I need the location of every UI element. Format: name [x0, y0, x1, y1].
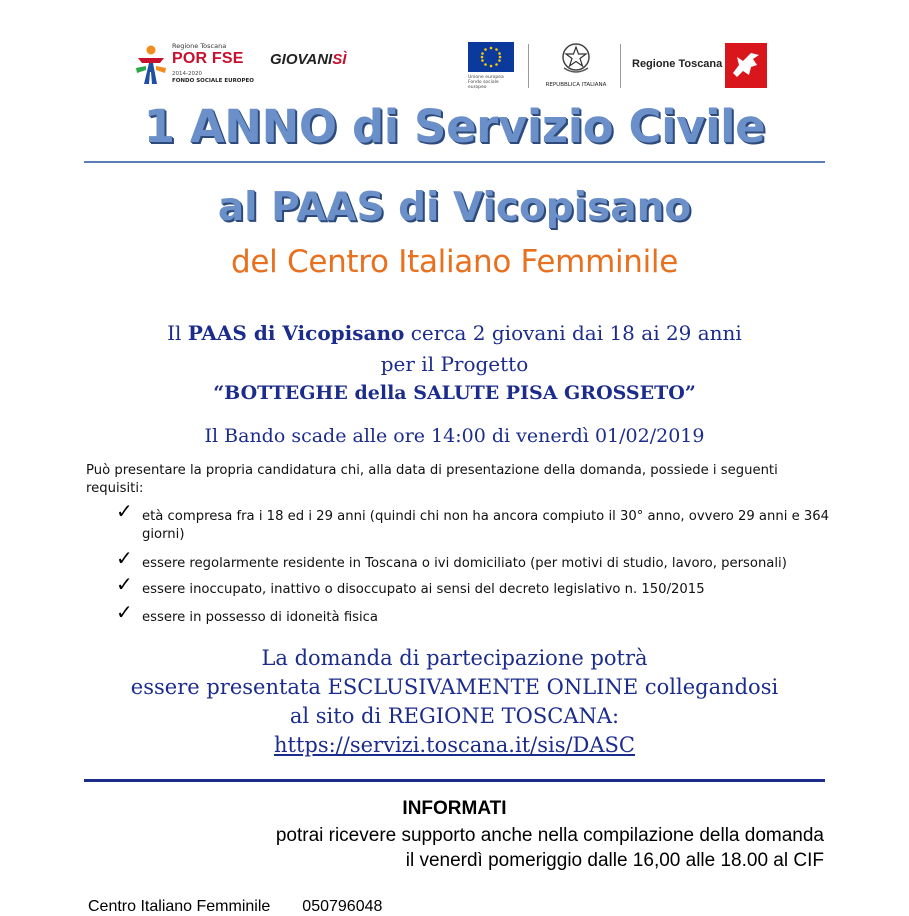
- subtitle: al PAAS di Vicopisano: [217, 185, 692, 230]
- project-name: “BOTTEGHE della SALUTE PISA GROSSETO”: [213, 382, 696, 404]
- requirement-text: essere in possesso di idoneità fisica: [142, 610, 378, 625]
- eu-logo: [468, 42, 516, 90]
- requirement-text: essere regolarmente residente in Toscana o ivi domiciliato (per motivi di studio, lavoro, personali): [142, 556, 787, 571]
- requirement-item: [116, 600, 838, 627]
- logo-divider: [620, 44, 621, 88]
- giovani-si-logo: [270, 51, 346, 68]
- checkmark-icon: ✓: [116, 546, 133, 570]
- online-line: al sito di REGIONE TOSCANA:: [289, 704, 620, 728]
- requirement-item: [116, 572, 838, 599]
- pegasus-icon: [725, 43, 767, 88]
- online-line: La domanda di partecipazione potrà: [261, 646, 648, 670]
- por-years: 2014-2020: [172, 71, 202, 77]
- giovani-text: GIOVANI: [270, 51, 333, 68]
- checkmark-icon: ✓: [116, 600, 133, 624]
- announcement-suffix: cerca 2 giovani dai 18 ai 29 anni: [404, 321, 742, 345]
- logo-divider: [528, 44, 529, 88]
- emblem-icon: [559, 40, 593, 76]
- por-region-label: Regione Toscana: [172, 42, 227, 50]
- requirement-text: età compresa fra i 18 ed i 29 anni (quindi chi non ha ancora compiuto il 30° anno, ovvero 29 anni e 364 giorni): [142, 509, 830, 542]
- online-line: essere presentata ESCLUSIVAMENTE ONLINE collegandosi: [130, 675, 779, 699]
- eu-caption: Unione europea Fondo sociale europeo: [468, 75, 504, 90]
- contact-phone: 050796048: [302, 898, 383, 915]
- organization-title: del Centro Italiano Femminile: [230, 244, 679, 280]
- title-divider: [84, 161, 825, 163]
- info-line: il venerdì pomeriggio dalle 16,00 alle 18.00 al CIF: [405, 850, 824, 871]
- announcement-entity: PAAS di Vicopisano: [187, 321, 405, 345]
- por-fse-figure-icon: [134, 44, 168, 86]
- section-divider: [84, 779, 825, 782]
- giovani-si-accent: SÌ: [332, 51, 347, 68]
- repubblica-italiana-logo: [540, 40, 612, 92]
- por-fse-name: POR FSE: [172, 50, 244, 67]
- info-line: potrai ricevere supporto anche nella compilazione della domanda: [275, 825, 824, 846]
- por-fse-logo: [134, 42, 259, 90]
- deadline: Il Bando scade alle ore 14:00 di venerdì 01/02/2019: [204, 425, 705, 447]
- repubblica-label: REPUBBLICA ITALIANA: [545, 82, 607, 88]
- requirement-item: [116, 546, 838, 573]
- logo-header: [0, 38, 909, 94]
- regione-toscana-label: Regione Toscana: [632, 58, 723, 70]
- checkmark-icon: ✓: [116, 499, 133, 523]
- checkmark-icon: ✓: [116, 572, 133, 596]
- contact-line: [88, 898, 382, 916]
- eu-flag-icon: [468, 42, 514, 72]
- announcement-prefix: Il: [167, 321, 188, 345]
- application-link[interactable]: https://servizi.toscana.it/sis/DASC: [273, 733, 636, 757]
- requirements-intro: Può presentare la propria candidatura chi, alla data di presentazione della domanda, possiede i seguenti requisiti:: [86, 463, 778, 496]
- project-intro: per il Progetto: [380, 352, 529, 376]
- main-title: 1 ANNO di Servizio Civile: [143, 100, 766, 153]
- requirement-item: [116, 499, 838, 544]
- contact-name: Centro Italiano Femminile: [88, 898, 271, 915]
- por-fund: FONDO SOCIALE EUROPEO: [172, 78, 254, 84]
- announcement-line: [0, 321, 909, 345]
- info-heading: INFORMATI: [402, 798, 507, 819]
- requirement-text: essere inoccupato, inattivo o disoccupato ai sensi del decreto legislativo n. 150/2015: [142, 582, 705, 597]
